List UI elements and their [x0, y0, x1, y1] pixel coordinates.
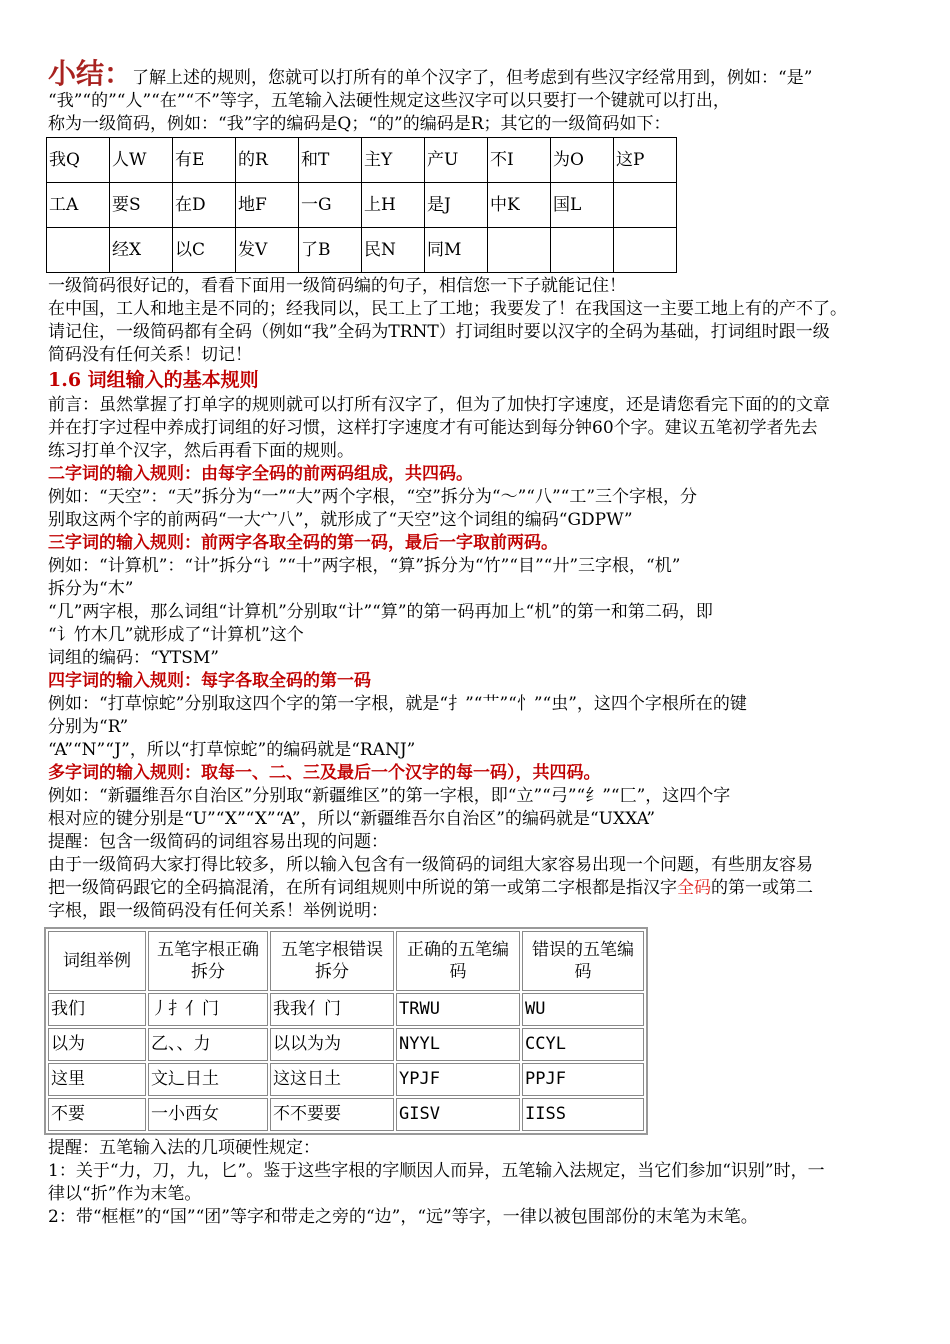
- summary-line: 了解上述的规则，您就可以打所有的单个汉字了，但考虑到有些汉字经常用到，例如：“是”: [132, 68, 813, 88]
- reminder-text: 把一级简码跟它的全码搞混淆，在所有词组规则中所说的第一或第二字根都是指汉字: [48, 878, 677, 898]
- table-cell: 文辶日土: [148, 1063, 268, 1096]
- code-cell: [488, 228, 551, 273]
- table-cell: 乙、、力: [148, 1028, 268, 1061]
- table-cell: 我我亻门: [270, 993, 394, 1026]
- hard-rules-line: 提醒：五笔输入法的几项硬性规定：: [48, 1138, 320, 1158]
- table-cell: 一小西女: [148, 1098, 268, 1131]
- code-cell: 发V: [236, 228, 299, 273]
- code-cell: 工A: [47, 183, 110, 228]
- code-cell: 主Y: [362, 138, 425, 183]
- table-row: [48, 1028, 644, 1061]
- rule-two-char-example: 例如：“天空”：“天”拆分为“一”“大”两个字根，“空”拆分为“～”“八”“工”三个字根，分: [48, 487, 698, 507]
- rule-four-char-example: “A”“N”“J”，所以“打草惊蛇”的编码就是“RANJ”: [48, 740, 416, 760]
- reminder-line: 提醒：包含一级简码的词组容易出现的问题：: [48, 832, 388, 852]
- summary-line: “我”“的”“人”“在”“不”等字，五笔输入法硬性规定这些汉字可以只要打一个键就可以打出，: [48, 91, 730, 111]
- rule-four-char-example: 分别为“R”: [48, 717, 129, 737]
- code-cell: 一G: [299, 183, 362, 228]
- hard-rules-line: 律以“折”作为末笔。: [48, 1184, 202, 1204]
- rule-three-char-example: “讠竹木几”就形成了“计算机”这个: [48, 625, 304, 645]
- highlight-full-code: 全码: [677, 878, 711, 898]
- reminder-line: [48, 877, 914, 900]
- rule-four-char-example: 例如：“打草惊蛇”分别取这四个字的第一字根，就是“扌”“艹”“忄”“虫”，这四个字根所在的键: [48, 694, 747, 714]
- rule-three-char-example: 例如：“计算机”：“计”拆分“讠”“十”两字根，“算”拆分为“竹”“目”“廾”三字根，“机”: [48, 556, 681, 576]
- code-cell: 在D: [173, 183, 236, 228]
- reminder-line: 字根，跟一级简码没有任何关系！举例说明：: [48, 901, 388, 921]
- table-cell: GISV: [396, 1098, 520, 1131]
- table-cell: NYYL: [396, 1028, 520, 1061]
- reminder-line: 由于一级简码大家打得比较多，所以输入包含有一级简码的词组大家容易出现一个问题，有些朋友容易: [48, 855, 813, 875]
- table-row: [47, 228, 677, 273]
- table-cell: 这这日土: [270, 1063, 394, 1096]
- preface-line: 并在打字过程中养成打词组的好习惯，这样打字速度才有可能达到每分钟60个字。建议五笔初学者先去: [48, 418, 818, 438]
- rule-multi-char-example: 根对应的键分别是“U”“X”“X”“A”，所以“新疆维吾尔自治区”的编码就是“UXXA”: [48, 809, 656, 829]
- reminder-text: 的第一或第二: [711, 878, 813, 898]
- table-header-cell: 正确的五笔编码: [396, 931, 520, 991]
- simple-codes-table: [46, 137, 677, 273]
- table-cell: 以以为为: [270, 1028, 394, 1061]
- summary-paragraph: [48, 57, 914, 90]
- code-cell: 是J: [425, 183, 488, 228]
- rule-four-char-title: 四字词的输入规则：每字各取全码的第一码: [48, 671, 371, 691]
- code-cell: [551, 228, 614, 273]
- rule-three-char-title: 三字词的输入规则：前两字各取全码的第一码，最后一字取前两码。: [48, 533, 558, 553]
- table-header-cell: 五笔字根错误拆分: [270, 931, 394, 991]
- table-cell: WU: [522, 993, 644, 1026]
- code-cell: 我Q: [47, 138, 110, 183]
- hard-rules-line: 1：关于“力，刀，九，匕”。鉴于这些字根的字顺因人而异，五笔输入法规定，当它们参加“识别”时，一: [48, 1161, 825, 1181]
- code-cell: 为O: [551, 138, 614, 183]
- code-cell: 以C: [173, 228, 236, 273]
- table-cell: 不要: [48, 1098, 146, 1131]
- rule-two-char-title: 二字词的输入规则：由每字全码的前两码组成，共四码。: [48, 464, 473, 484]
- code-cell: 的R: [236, 138, 299, 183]
- table-cell: YPJF: [396, 1063, 520, 1096]
- body-line: 请记住，一级简码都有全码（例如“我”全码为TRNT）打词组时要以汉字的全码为基础，打词组时跟一级: [48, 322, 830, 342]
- rule-multi-char-example: 例如：“新疆维吾尔自治区”分别取“新疆维区”的第一字根，即“立”“弓”“纟”“匚”，这四个字: [48, 786, 731, 806]
- code-cell: 有E: [173, 138, 236, 183]
- table-cell: PPJF: [522, 1063, 644, 1096]
- code-cell: [47, 228, 110, 273]
- table-cell: CCYL: [522, 1028, 644, 1061]
- rule-three-char-example: “几”两字根，那么词组“计算机”分别取“计”“算”的第一码再加上“机”的第一和第二码，即: [48, 602, 713, 622]
- rule-three-char-example: 词组的编码：“YTSM”: [48, 648, 219, 668]
- table-row: [48, 1063, 644, 1096]
- section-title: 1.6 词组输入的基本规则: [48, 369, 259, 391]
- code-cell: 民N: [362, 228, 425, 273]
- table-cell: 我们: [48, 993, 146, 1026]
- hard-rules-line: 2：带“框框”的“国”“团”等字和带走之旁的“边”，“远”等字，一律以被包围部份的末笔为末笔。: [48, 1207, 758, 1227]
- table-cell: TRWU: [396, 993, 520, 1026]
- table-row: [47, 138, 677, 183]
- code-cell: 要S: [110, 183, 173, 228]
- table-header-cell: 五笔字根正确拆分: [148, 931, 268, 991]
- body-line: 一级简码很好记的，看看下面用一级简码编的句子，相信您一下子就能记住！: [48, 276, 626, 296]
- rule-two-char-example: 别取这两个字的前两码“一大宀八”，就形成了“天空”这个词组的编码“GDPW”: [48, 510, 633, 530]
- code-cell: 人W: [110, 138, 173, 183]
- code-cell: 上H: [362, 183, 425, 228]
- code-cell: [614, 228, 677, 273]
- preface-line: 练习打单个汉字，然后再看下面的规则。: [48, 441, 354, 461]
- code-cell: 这P: [614, 138, 677, 183]
- code-cell: 和T: [299, 138, 362, 183]
- phrase-example-table: [44, 927, 648, 1135]
- body-line: 在中国，工人和地主是不同的；经我同以，民工上了工地；我要发了！在我国这一主要工地上有的产不了。: [48, 299, 847, 319]
- preface-line: 前言：虽然掌握了打单字的规则就可以打所有汉字了，但为了加快打字速度，还是请您看完下面的的文章: [48, 395, 830, 415]
- table-cell: 丿扌亻门: [148, 993, 268, 1026]
- code-cell: 中K: [488, 183, 551, 228]
- code-cell: 经X: [110, 228, 173, 273]
- code-cell: 了B: [299, 228, 362, 273]
- table-header-cell: 错误的五笔编码: [522, 931, 644, 991]
- table-row: [47, 183, 677, 228]
- code-cell: 产U: [425, 138, 488, 183]
- code-cell: 地F: [236, 183, 299, 228]
- table-cell: IISS: [522, 1098, 644, 1131]
- table-header-cell: 词组举例: [48, 931, 146, 991]
- code-cell: 不I: [488, 138, 551, 183]
- code-cell: [614, 183, 677, 228]
- table-cell: 不不要要: [270, 1098, 394, 1131]
- code-cell: 国L: [551, 183, 614, 228]
- table-cell: 以为: [48, 1028, 146, 1061]
- document-page: [48, 58, 914, 1229]
- rule-three-char-example: 拆分为“木”: [48, 579, 134, 599]
- rule-multi-char-title: 多字词的输入规则：取每一、二、三及最后一个汉字的每一码），共四码。: [48, 763, 601, 783]
- summary-line: 称为一级简码，例如：“我”字的编码是Q；“的”的编码是R；其它的一级简码如下：: [48, 114, 671, 134]
- table-cell: 这里: [48, 1063, 146, 1096]
- table-header-row: [48, 931, 644, 991]
- body-line: 简码没有任何关系！切记！: [48, 345, 252, 365]
- summary-heading: 小结：: [48, 57, 133, 90]
- table-row: [48, 993, 644, 1026]
- code-cell: 同M: [425, 228, 488, 273]
- table-row: [48, 1098, 644, 1131]
